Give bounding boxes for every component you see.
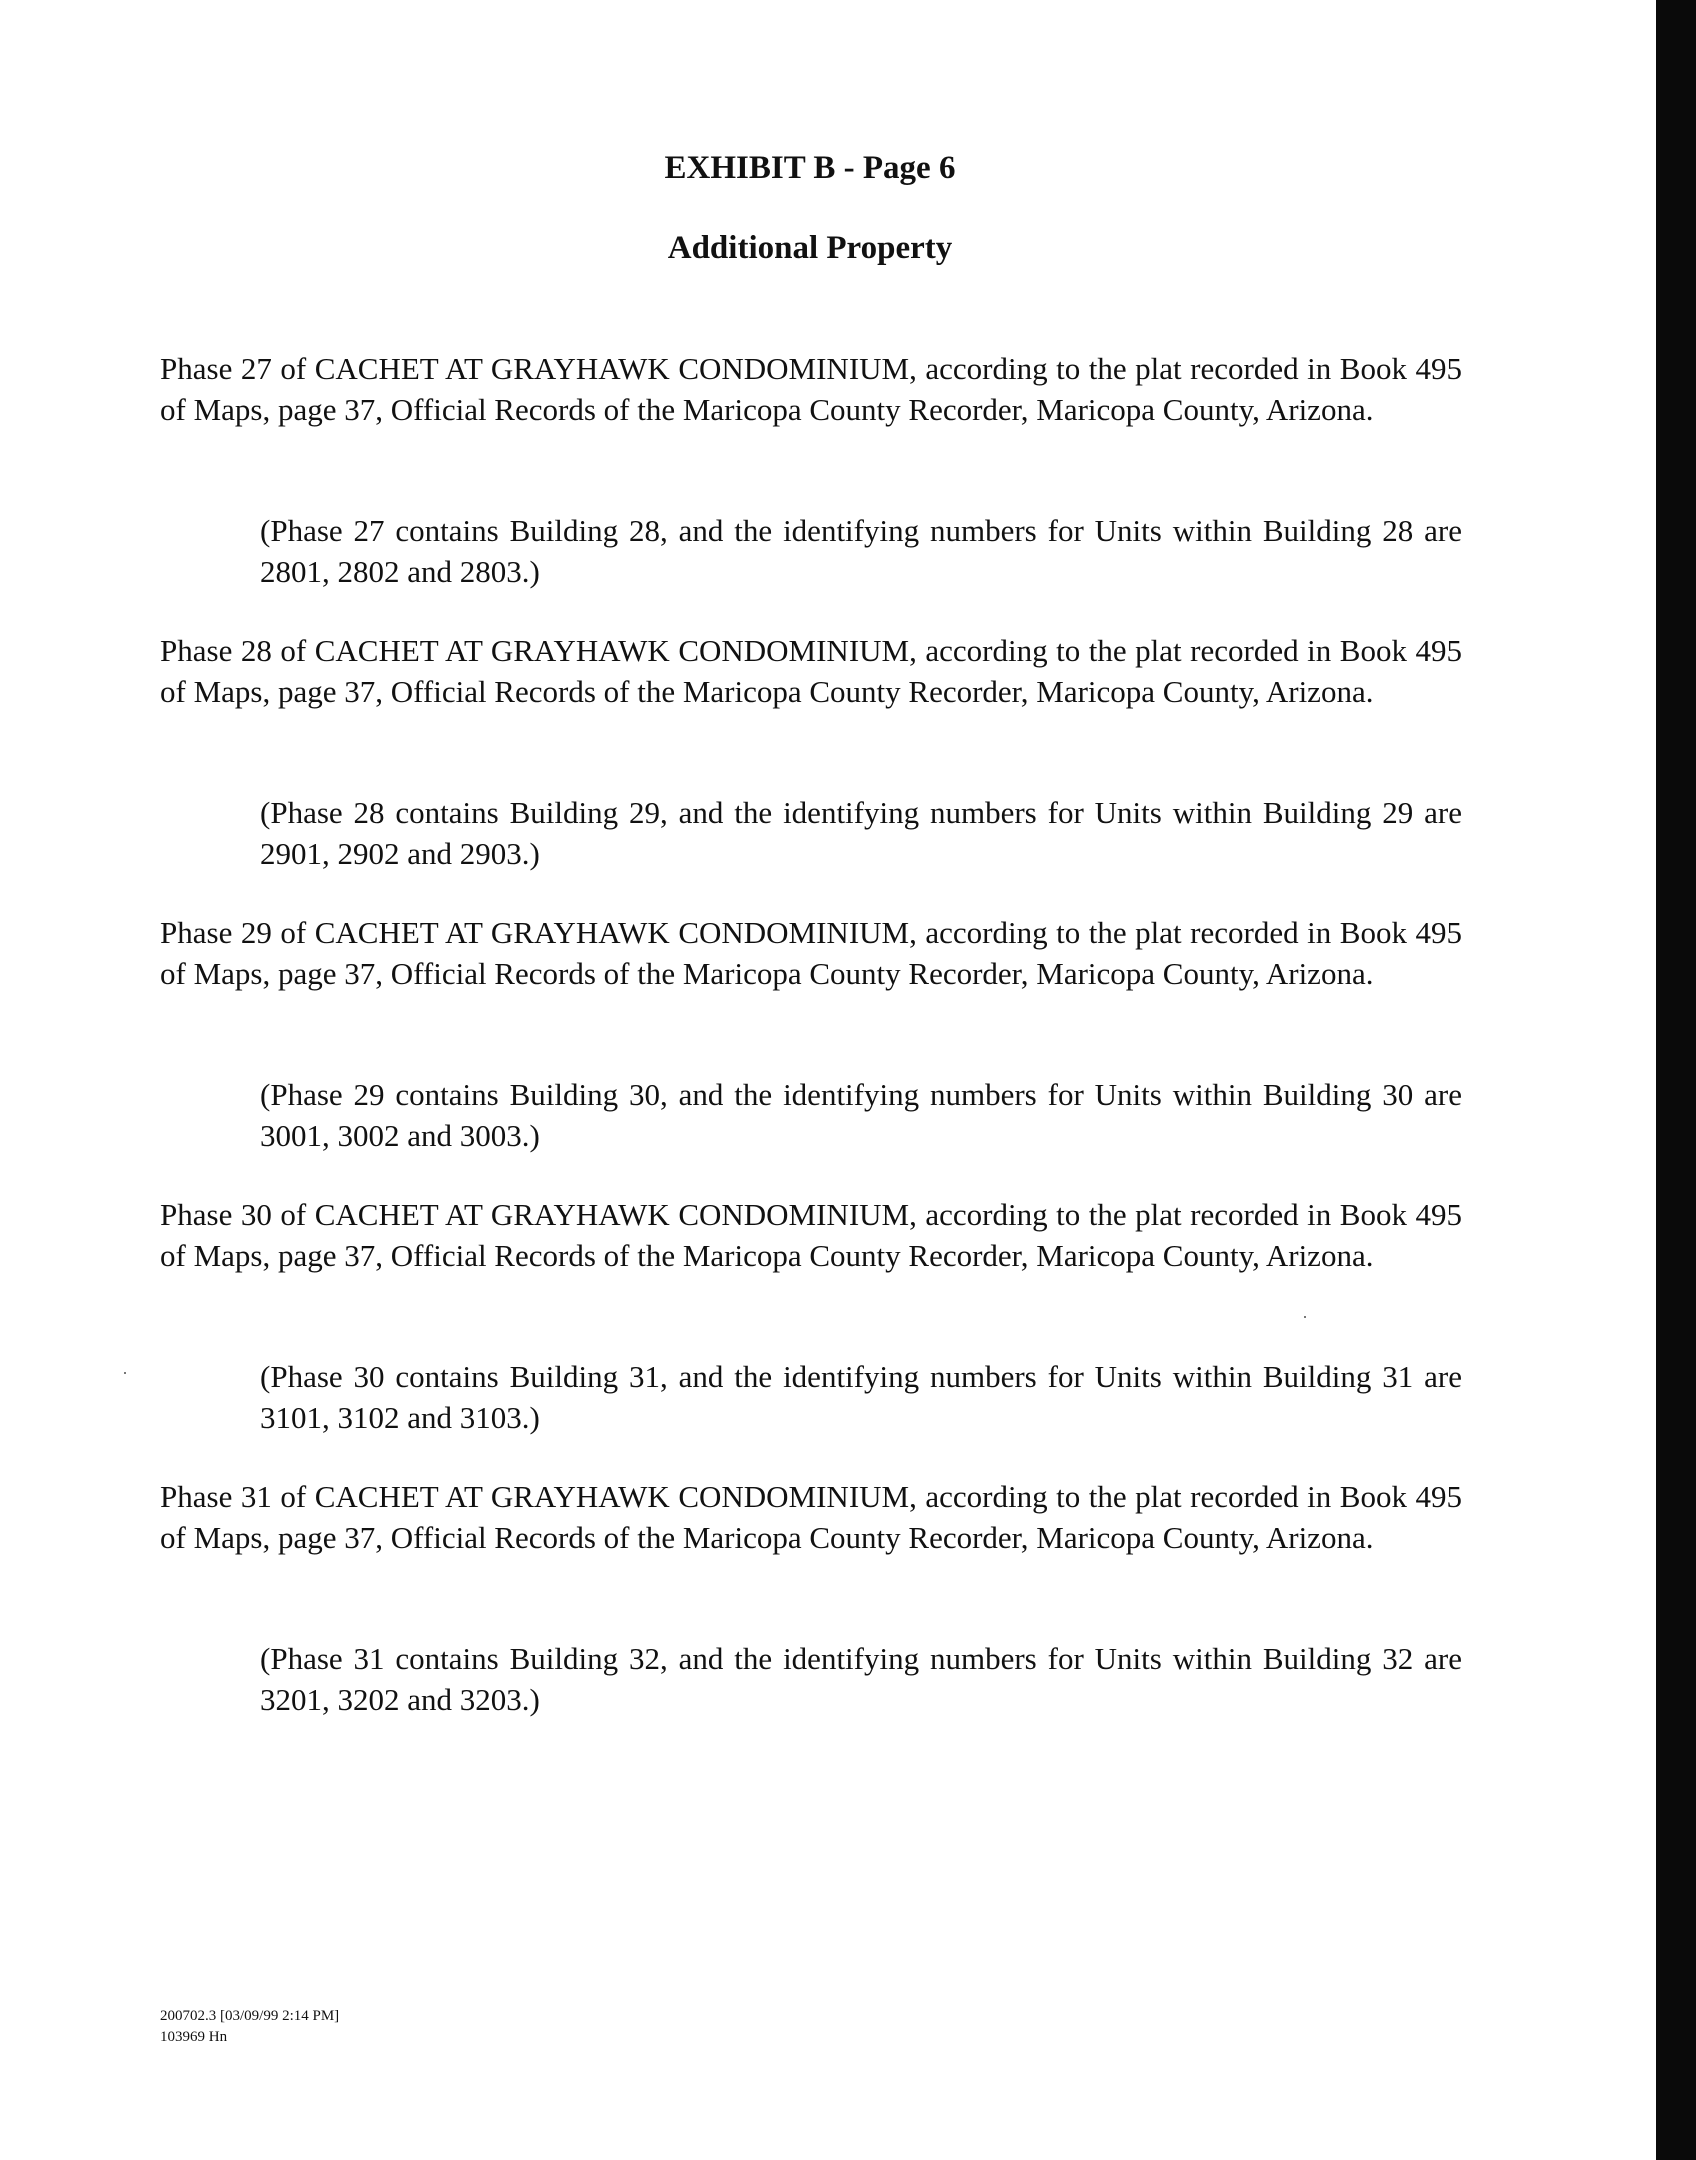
footer-document-id: 200702.3 [03/09/99 2:14 PM]	[160, 2008, 340, 2024]
scan-speck	[1304, 1316, 1306, 1318]
phase-31-building-note: (Phase 31 contains Building 32, and the identifying numbers for Units within Building 32 are 3201, 3202 and 3203.)	[260, 1641, 1462, 1717]
phase-31-legal-description: Phase 31 of CACHET AT GRAYHAWK CONDOMINIUM, according to the plat recorded in Book 495 of Maps, page 37, Official Records of the Maricopa County Recorder, Maricopa County, Arizona.	[160, 1479, 1462, 1555]
phase-28-legal-description: Phase 28 of CACHET AT GRAYHAWK CONDOMINIUM, according to the plat recorded in Book 495 of Maps, page 37, Official Records of the Maricopa County Recorder, Maricopa County, Arizona.	[160, 633, 1462, 709]
exhibit-subtitle: Additional Property	[667, 230, 953, 266]
phase-27-legal-description: Phase 27 of CACHET AT GRAYHAWK CONDOMINIUM, according to the plat recorded in Book 495 of Maps, page 37, Official Records of the Maricopa County Recorder, Maricopa County, Arizona.	[160, 351, 1462, 427]
phase-29-building-note: (Phase 29 contains Building 30, and the identifying numbers for Units within Building 30 are 3001, 3002 and 3003.)	[260, 1077, 1462, 1153]
document-footer	[160, 2006, 339, 2048]
phase-28-building-note: (Phase 28 contains Building 29, and the identifying numbers for Units within Building 29 are 2901, 2902 and 2903.)	[260, 795, 1462, 871]
exhibit-title: EXHIBIT B - Page 6	[664, 150, 956, 186]
scan-edge-border	[1656, 0, 1696, 2160]
phase-29-legal-description: Phase 29 of CACHET AT GRAYHAWK CONDOMINIUM, according to the plat recorded in Book 495 of Maps, page 37, Official Records of the Maricopa County Recorder, Maricopa County, Arizona.	[160, 915, 1462, 991]
footer-file-number: 103969 Hn	[160, 2029, 228, 2045]
phase-30-building-note: (Phase 30 contains Building 31, and the identifying numbers for Units within Building 31 are 3101, 3102 and 3103.)	[260, 1359, 1462, 1435]
phase-30-legal-description: Phase 30 of CACHET AT GRAYHAWK CONDOMINIUM, according to the plat recorded in Book 495 of Maps, page 37, Official Records of the Maricopa County Recorder, Maricopa County, Arizona.	[160, 1197, 1462, 1273]
scan-speck	[124, 1372, 126, 1374]
phase-27-building-note: (Phase 27 contains Building 28, and the identifying numbers for Units within Building 28 are 2801, 2802 and 2803.)	[260, 513, 1462, 589]
